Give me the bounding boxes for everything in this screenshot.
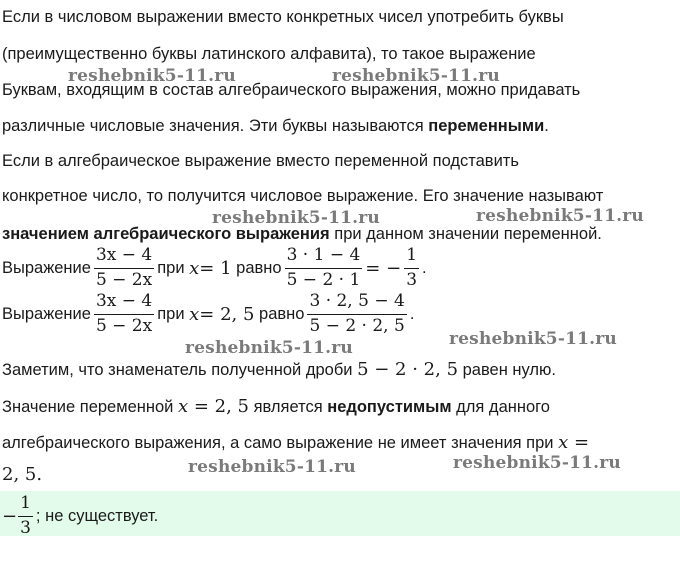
text: . xyxy=(422,258,427,277)
fraction-numerator: 1 xyxy=(18,494,33,517)
result-sign: = − xyxy=(365,257,402,279)
fraction-denominator: 5 − 2x xyxy=(95,315,153,336)
text: равно xyxy=(236,258,282,277)
answer-fraction xyxy=(18,494,33,538)
text: Заметим, что знаменатель полученной дроби xyxy=(2,361,358,379)
paragraph-line xyxy=(2,117,549,136)
expression-fraction xyxy=(94,246,154,290)
fraction-numerator: 3 · 2, 5 − 4 xyxy=(307,292,406,315)
conclusion-line xyxy=(2,464,42,485)
answer-row xyxy=(2,494,158,538)
watermark: reshebnik5-11.ru xyxy=(449,329,617,349)
result-fraction xyxy=(404,246,419,290)
fraction-denominator: 5 − 2x xyxy=(95,269,153,290)
variable: x xyxy=(189,257,200,279)
watermark: reshebnik5-11.ru xyxy=(453,453,621,473)
variable: x xyxy=(558,432,569,453)
expression-fraction xyxy=(94,292,154,336)
text: для данного xyxy=(451,398,550,416)
text: равно xyxy=(259,304,305,323)
conclusion-line xyxy=(2,432,589,453)
text: при данном значении переменной. xyxy=(329,225,602,243)
fraction-numerator: 3x − 4 xyxy=(94,292,154,315)
watermark: reshebnik5-11.ru xyxy=(185,338,353,358)
math-expression: 5 − 2 · 2, 5 xyxy=(357,359,459,380)
calculation-fraction xyxy=(307,292,406,336)
text: при xyxy=(157,258,185,277)
value: 2, 5. xyxy=(2,464,43,485)
variable: x xyxy=(177,396,189,417)
fraction-numerator: 3 · 1 − 4 xyxy=(285,246,363,269)
minus-sign: − xyxy=(2,505,18,527)
watermark: reshebnik5-11.ru xyxy=(68,66,236,86)
paragraph-line: Если в числовом выражении вместо конкретных чисел употребить буквы xyxy=(2,8,564,26)
answer-block xyxy=(0,491,680,536)
example-1 xyxy=(2,246,427,290)
text: различные числовые значения. Эти буквы называются xyxy=(2,117,429,135)
variable: x xyxy=(189,303,200,325)
label: Выражение xyxy=(2,258,91,277)
paragraph-line: Если в алгебраическое выражение вместо переменной подставить xyxy=(2,152,519,170)
text: . xyxy=(544,117,549,135)
term-bold: переменными xyxy=(428,117,545,135)
text: алгебраического выражения, а само выражение не имеет значения при xyxy=(2,434,559,452)
fraction-denominator: 3 xyxy=(406,269,418,290)
paragraph-line: Буквам, входящим в состав алгебраического выражения, можно придавать xyxy=(2,81,581,99)
watermark: reshebnik5-11.ru xyxy=(188,457,356,477)
fraction-denominator: 5 − 2 · 2, 5 xyxy=(309,315,405,336)
note-line xyxy=(2,359,556,380)
term-bold: недопустимым xyxy=(327,398,452,416)
fraction-numerator: 3x − 4 xyxy=(94,246,154,269)
fraction-denominator: 3 xyxy=(20,517,31,538)
value: = 2, 5 xyxy=(199,303,255,325)
text: является xyxy=(248,398,328,416)
value: = 1 xyxy=(199,257,232,279)
text: Значение переменной xyxy=(2,398,178,416)
watermark: reshebnik5-11.ru xyxy=(212,208,380,228)
answer-text: ; не существует. xyxy=(35,506,159,525)
watermark: reshebnik5-11.ru xyxy=(476,206,644,226)
text: . xyxy=(409,304,415,323)
term-bold: значением алгебраического выражения xyxy=(2,225,330,243)
watermark: reshebnik5-11.ru xyxy=(332,66,500,86)
label: Выражение xyxy=(2,304,91,323)
text: равен нулю. xyxy=(458,361,557,379)
value: = 2, 5 xyxy=(188,396,249,417)
equals-sign: = xyxy=(568,432,590,453)
paragraph-line: (преимущественно буквы латинского алфавита), то такое выражение xyxy=(2,45,536,63)
paragraph-line: конкретное число, то получится числовое выражение. Его значение называют xyxy=(2,187,604,205)
fraction-denominator: 5 − 2 · 1 xyxy=(286,269,361,290)
fraction-numerator: 1 xyxy=(404,246,419,269)
text: при xyxy=(157,304,185,323)
example-2 xyxy=(2,292,414,336)
conclusion-line xyxy=(2,396,550,417)
calculation-fraction xyxy=(285,246,363,290)
